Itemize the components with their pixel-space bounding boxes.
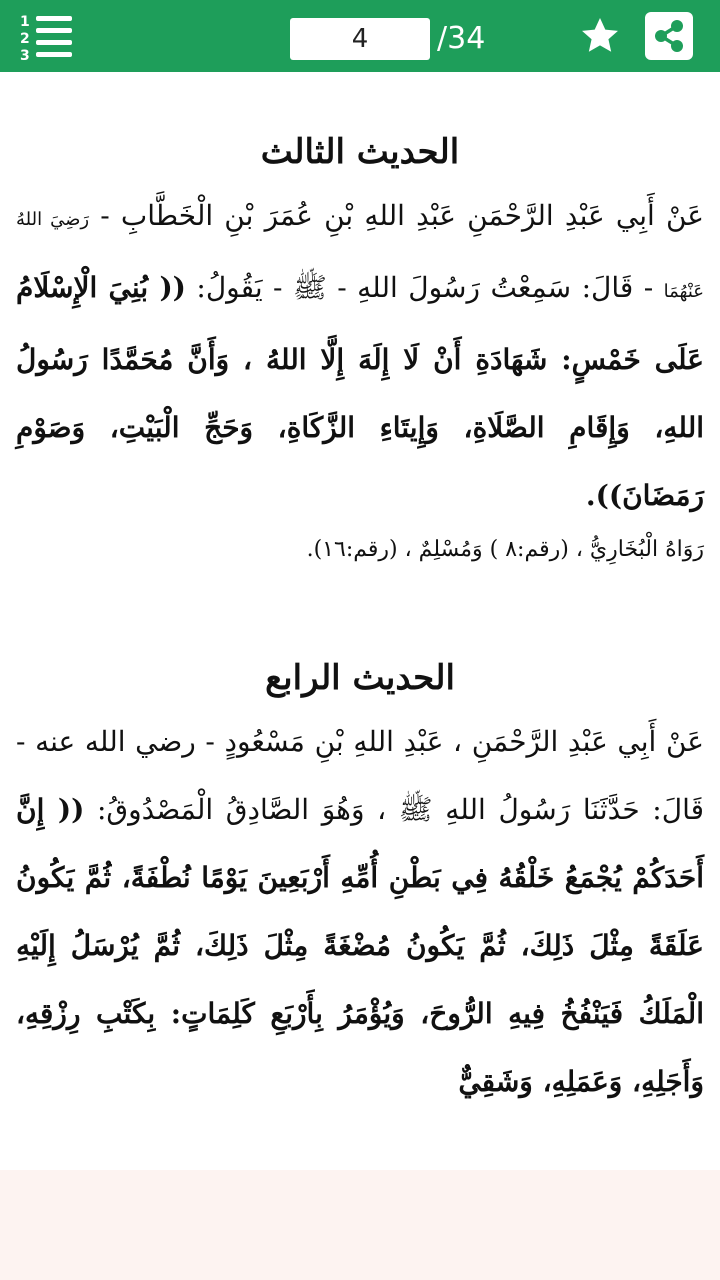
index-menu-button[interactable] [16, 10, 76, 62]
reading-area[interactable] [0, 72, 720, 1170]
bottom-blank-area [0, 1170, 720, 1280]
hadith-text [16, 708, 704, 1116]
hadith-said: - قَالَ: سَمِعْتُ رَسُولَ اللهِ - ﷺ - يَقُولُ: [196, 271, 654, 304]
top-toolbar [0, 0, 720, 72]
hadith-block [0, 122, 720, 570]
hadith-radi: رَضِيَ اللهُ عَنْهُمَا [16, 209, 705, 302]
hadith-matn: (( بُنِيَ الْإِسْلَامُ عَلَى خَمْسٍ: شَهَادَةِ أَنْ لَا إِلَهَ إِلَّا اللهُ ، وَأَنَّ مُحَمَّدًا رَسُولُ اللهِ، وَإِقَامِ الصَّلَاةِ، وَإِيتَاءِ الزَّكَاةِ، وَحَجِّ الْبَيْتِ، وَصَوْمِ رَمَضَانَ)). [16, 271, 704, 512]
hadith-title: الحديث الرابع [265, 658, 455, 698]
share-icon [645, 12, 693, 60]
hadith-title: الحديث الثالث [260, 132, 460, 172]
share-button[interactable] [645, 12, 693, 60]
hadith-narrator: عَنْ أَبِي عَبْدِ الرَّحْمَنِ عَبْدِ اللهِ بْنِ عُمَرَ بْنِ الْخَطَّابِ - [100, 199, 705, 232]
hadith-narrator: عَنْ أَبِي عَبْدِ الرَّحْمَنِ ، عَبْدِ اللهِ بْنِ مَسْعُودٍ - رضي الله عنه - قَالَ: حَدَّثَنَا رَسُولُ اللهِ ﷺ ، وَهُوَ الصَّادِقُ الْمَصْدُوقُ: [16, 725, 704, 826]
numbered-list-icon [16, 10, 76, 62]
hadith-matn: (( إِنَّ أَحَدَكُمْ يُجْمَعُ خَلْقُهُ فِي بَطْنِ أُمِّهِ أَرْبَعِينَ يَوْمًا نُطْفَةً، ثُمَّ يَكُونُ عَلَقَةً مِثْلَ ذَلِكَ، ثُمَّ يَكُونُ مُضْغَةً مِثْلَ ذَلِكَ، ثُمَّ يُرْسَلُ إِلَيْهِ الْمَلَكُ فَيَنْفُخُ فِيهِ الرُّوحَ، وَيُؤْمَرُ بِأَرْبَعِ كَلِمَاتٍ: بِكَتْبِ رِزْقِهِ، وَأَجَلِهِ، وَعَمَلِهِ، وَشَقِيٌّ [16, 793, 704, 1098]
svg-text:1: 1 [20, 14, 30, 30]
svg-text:3: 3 [20, 48, 30, 62]
page-total-label: /34 [437, 21, 486, 56]
hadith-source: رَوَاهُ الْبُخَارِيُّ ، (رقم:٨ ) وَمُسْلِمٌ ، (رقم:١٦). [306, 537, 704, 562]
svg-text:2: 2 [20, 31, 30, 47]
hadith-text [16, 182, 704, 530]
favorite-button[interactable] [578, 14, 622, 58]
page-number-input[interactable]: 4 [290, 18, 430, 60]
star-icon [578, 14, 622, 58]
hadith-block [0, 648, 720, 1116]
